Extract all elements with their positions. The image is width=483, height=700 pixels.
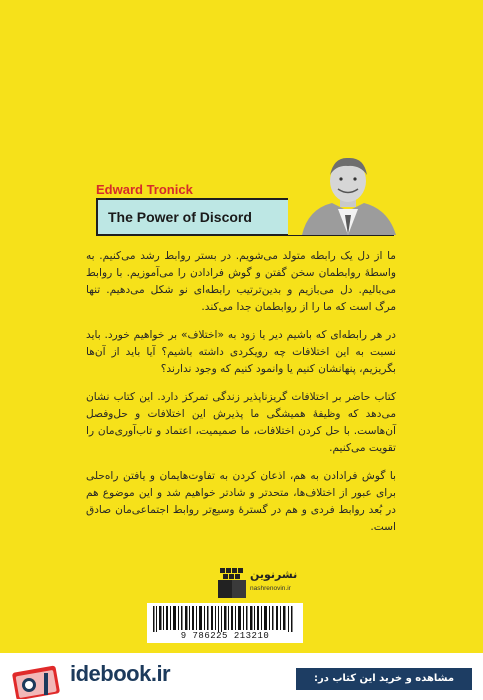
publisher-name: نشرنوین (250, 568, 298, 581)
banner-message: مشاهده و خرید این کتاب در: (296, 668, 472, 690)
store-banner[interactable] (0, 653, 483, 700)
isbn-number: 9 786225 213210 (180, 631, 270, 641)
paragraph-1: ما از دل یک رابطه متولد می‌شویم. در بستر روابط رشد می‌کنیم. به واسطهٔ روابطمان سخن گفتن و گوش فرادادن را می‌آموزیم. با روابط می‌بالیم. دل می‌بازیم و بدین‌ترتیب رابطه‌ای نو شکل می‌دهیم. تنها مرگ است که ما را از روابطمان جدا می‌کند. (86, 250, 396, 313)
isbn-barcode (147, 603, 303, 643)
description-text (86, 248, 396, 547)
author-name: Edward Tronick (96, 182, 193, 197)
paragraph-4: با گوش فرادادن به هم، اذعان کردن به تفاوت‌هایمان و یافتن راه‌حلی برای عبور از اختلاف‌ها، متحدتر و شادتر خواهیم شد و این موضوع هم در بُعد روابط فردی و هم در گستره‌ٔ وسیع‌تر روابط اجتماعی‌مان صادق است. (86, 470, 396, 533)
publisher-website: nashrenovin.ir (250, 585, 291, 592)
paragraph-2: در هر رابطه‌ای که باشیم دیر یا زود به «اختلاف» بر خواهیم خورد. باید نسبت به این اختلافات چه رویکردی داشته باشیم؟ آیا باید از آن‌ها بگریزیم، پنهانشان کنیم یا وانمود کنیم که وجود ندارند؟ (86, 329, 396, 375)
banner-site-name[interactable]: idebook.ir (70, 661, 171, 686)
author-photo (288, 153, 406, 235)
publisher-block (218, 568, 318, 600)
book-stack-logo-icon (8, 655, 68, 699)
book-title: The Power of Discord (108, 209, 252, 225)
barcode-bars (151, 606, 299, 632)
publisher-logo-icon (218, 568, 246, 598)
paragraph-3: کتاب حاضر بر اختلافات گریزناپذیر زندگی تمرکز دارد. این کتاب نشان می‌دهد که وظیفهٔ همیشگی ما پذیرش این اختلافات و حل‌وفصل آن‌هاست. با حل کردن اختلافات، ما صمیمیت، اعتماد و تاب‌آوری‌مان را تقویت می‌کنیم. (86, 391, 396, 454)
